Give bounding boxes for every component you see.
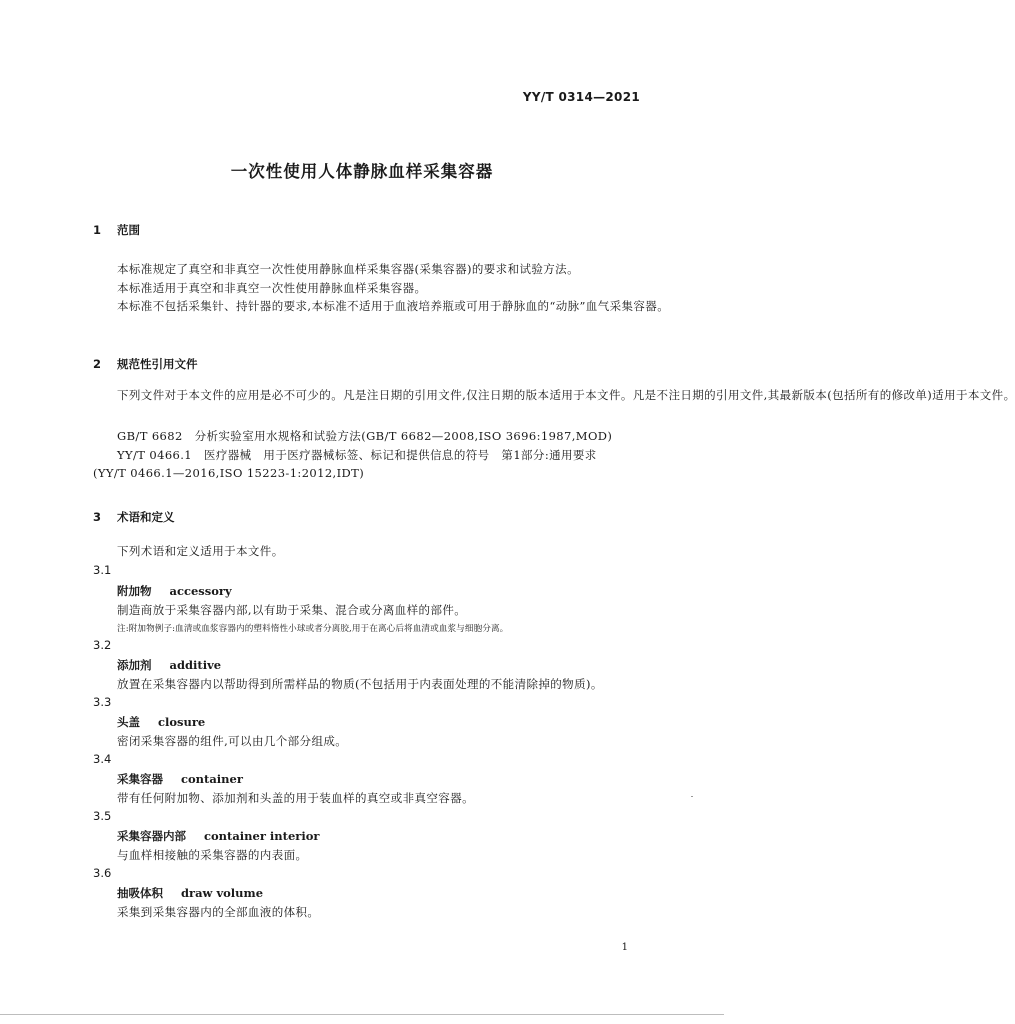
term-en: accessory [169, 584, 232, 598]
term-en: draw volume [181, 886, 264, 900]
term-number: 3.1 [93, 563, 112, 577]
term-note: 注:附加物例子:血清或血浆容器内的塑料惰性小球或者分离胶,用于在离心后将血清或血浆与细胞分离。 [117, 624, 509, 634]
term-zh: 附加物 [117, 584, 152, 598]
section-3-heading [93, 509, 175, 525]
term-zh: 头盖 [117, 715, 140, 729]
normative-reference: GB/T 6682 分析实验室用水规格和试验方法(GB/T 6682—2008,ISO 3696:1987,MOD) [117, 429, 613, 443]
term-en: container interior [204, 829, 320, 843]
section-3-intro: 下列术语和定义适用于本文件。 [117, 544, 284, 558]
term-definition: 采集到采集容器内的全部血液的体积。 [117, 905, 320, 919]
page-number: 1 [621, 942, 628, 953]
term-definition: 密闭采集容器的组件,可以由几个部分组成。 [117, 734, 348, 748]
term-number: 3.6 [93, 866, 112, 880]
term-en: container [181, 772, 243, 786]
section-title: 术语和定义 [117, 510, 175, 524]
term-number: 3.5 [93, 809, 112, 823]
term-heading [117, 583, 232, 599]
document-title: 一次性使用人体静脉血样采集容器 [230, 162, 494, 181]
section-1-paragraph: 本标准不包括采集针、持针器的要求,本标准不适用于血液培养瓶或可用于静脉血的“动脉”血气采集容器。 [117, 299, 670, 313]
term-heading [117, 714, 205, 730]
term-zh: 添加剂 [117, 658, 152, 672]
term-definition: 带有任何附加物、添加剂和头盖的用于装血样的真空或非真空容器。 [117, 791, 474, 805]
term-definition: 与血样相接触的采集容器的内表面。 [117, 848, 308, 862]
term-zh: 抽吸体积 [117, 886, 163, 900]
section-number: 2 [93, 357, 102, 371]
section-1-paragraph: 本标准适用于真空和非真空一次性使用静脉血样采集容器。 [117, 281, 427, 295]
term-zh: 采集容器内部 [117, 829, 186, 843]
term-en: closure [158, 715, 206, 729]
standard-number: YY/T 0314—2021 [522, 90, 640, 104]
section-number: 3 [93, 510, 102, 524]
section-2-paragraph: 下列文件对于本文件的应用是必不可少的。凡是注日期的引用文件,仅注日期的版本适用于本文件。凡是不注日期的引用文件,其最新版本(包括所有的修改单)适用于本文件。 [117, 388, 1015, 402]
term-number: 3.4 [93, 752, 112, 766]
term-heading [117, 885, 263, 901]
scan-speck [691, 796, 693, 797]
term-heading [117, 771, 243, 787]
term-en: additive [169, 658, 222, 672]
normative-reference: YY/T 0466.1 医疗器械 用于医疗器械标签、标记和提供信息的符号 第1部分:通用要求 [117, 448, 597, 462]
term-number: 3.2 [93, 638, 112, 652]
section-number: 1 [93, 223, 102, 237]
term-heading [117, 657, 221, 673]
normative-reference-continued: (YY/T 0466.1—2016,ISO 15223-1:2012,IDT) [93, 466, 365, 480]
page-bottom-rule [0, 1014, 724, 1015]
term-definition: 放置在采集容器内以帮助得到所需样品的物质(不包括用于内表面处理的不能清除掉的物质)。 [117, 677, 603, 691]
section-1-paragraph: 本标准规定了真空和非真空一次性使用静脉血样采集容器(采集容器)的要求和试验方法。 [117, 262, 579, 276]
section-title: 规范性引用文件 [117, 357, 198, 371]
section-2-heading [93, 356, 198, 372]
term-definition: 制造商放于采集容器内部,以有助于采集、混合或分离血样的部件。 [117, 603, 467, 617]
section-1-heading [93, 222, 140, 238]
term-zh: 采集容器 [117, 772, 163, 786]
section-title: 范围 [117, 223, 140, 237]
term-heading [117, 828, 319, 844]
term-number: 3.3 [93, 695, 112, 709]
